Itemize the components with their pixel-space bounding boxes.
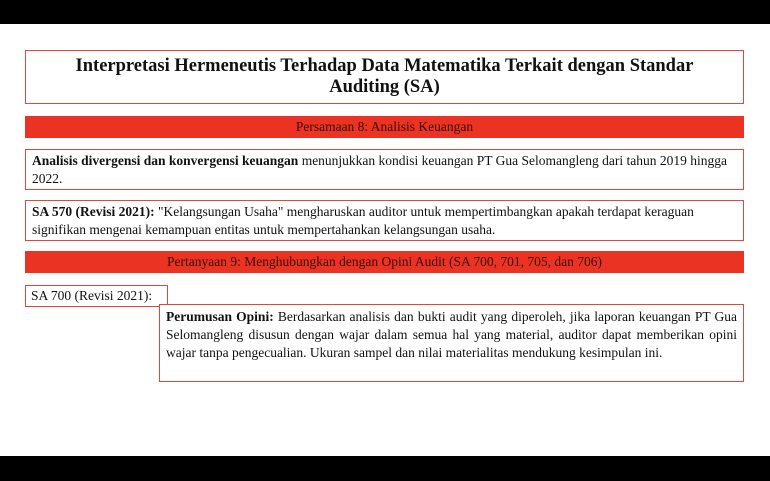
perumusan-opini-paragraph	[159, 304, 744, 382]
paragraph-text: menunjukkan kondisi keuangan PT Gua Selomangleng dari tahun 2019 hingga 2022.	[32, 153, 727, 186]
paragraph-bold-lead: SA 570 (Revisi 2021):	[32, 204, 155, 219]
paragraph-text: Berdasarkan analisis dan bukti audit yang diperoleh, jika laporan keuangan PT Gua Selomangleng disusun dengan wajar dalam semua hal yang material, auditor dapat memberikan opini wajar tanpa pengecualian. Ukuran sampel dan nilai materialitas mendukung kesimpulan ini.	[166, 309, 737, 360]
paragraph-bold-lead: Perumusan Opini:	[166, 309, 274, 324]
sa700-label-box	[25, 285, 168, 307]
section-header-label: Persamaan 8: Analisis Keuangan	[295, 119, 474, 134]
paragraph-bold-lead: Analisis divergensi dan konvergensi keuangan	[32, 153, 299, 168]
section-header-opini-audit	[25, 251, 744, 273]
section-header-label: Pertanyaan 9: Menghubungkan dengan Opini Audit (SA 700, 701, 705, dan 706)	[167, 254, 602, 269]
analisis-divergensi-paragraph	[25, 149, 744, 190]
slide-title-text: Interpretasi Hermeneutis Terhadap Data Matematika Terkait dengan Standar Auditing (SA)	[75, 56, 694, 97]
slide-title	[25, 50, 744, 104]
sa700-label: SA 700 (Revisi 2021):	[31, 288, 153, 303]
sa570-paragraph	[25, 200, 744, 241]
paragraph-text: "Kelangsungan Usaha" mengharuskan auditor untuk mempertimbangkan apakah terdapat keraguan signifikan mengenai kemampuan entitas untuk mempertahankan kelangsungan usaha.	[32, 204, 694, 237]
section-header-analisis-keuangan	[25, 116, 744, 138]
slide	[0, 24, 770, 456]
